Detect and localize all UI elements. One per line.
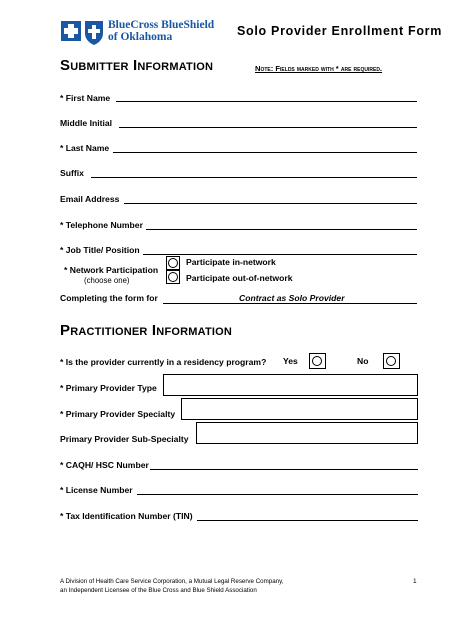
primary-specialty-label: * Primary Provider Specialty — [60, 409, 176, 419]
radio-circle-icon — [168, 258, 178, 268]
logo-line-1: BlueCross BlueShield — [108, 19, 215, 31]
completing-for-value: Contract as Solo Provider — [239, 293, 345, 303]
first-name-label: * First Name — [60, 93, 111, 103]
logo-line-2: of Oklahoma — [108, 31, 173, 43]
residency-question-label: * Is the provider currently in a residency program? — [60, 357, 267, 367]
residency-yes-label: Yes — [283, 356, 298, 366]
telephone-field[interactable] — [146, 229, 417, 230]
bcbs-logo — [60, 17, 215, 47]
required-note: Note: Fields marked with * are required. — [255, 64, 383, 73]
primary-type-field[interactable] — [163, 374, 418, 396]
residency-no-label: No — [357, 356, 369, 366]
primary-type-label: * Primary Provider Type — [60, 383, 157, 393]
last-name-field[interactable] — [113, 152, 417, 153]
suffix-label: Suffix — [60, 168, 84, 178]
choose-one-note: (choose one) — [84, 276, 130, 285]
form-title: Solo Provider Enrollment Form — [237, 24, 443, 38]
caqh-label: * CAQH/ HSC Number — [60, 460, 149, 470]
completing-for-field[interactable] — [163, 303, 417, 304]
middle-initial-label: Middle Initial — [60, 118, 113, 128]
footer-line-1: A Division of Health Care Service Corporation, a Mutual Legal Reserve Company, — [60, 578, 284, 585]
submitter-section-title: Submitter Information — [60, 57, 214, 74]
residency-no-radio[interactable] — [383, 353, 400, 369]
caqh-field[interactable] — [150, 469, 418, 470]
completing-for-label: Completing the form for — [60, 293, 158, 303]
radio-circle-icon — [168, 272, 178, 282]
out-of-network-option-label: Participate out-of-network — [186, 273, 293, 283]
footer-line-2: an Independent Licensee of the Blue Cross and Blue Shield Association — [60, 587, 257, 594]
logo-text — [108, 19, 214, 43]
out-of-network-radio[interactable] — [166, 270, 180, 284]
email-label: Email Address — [60, 194, 120, 204]
tin-label: * Tax Identification Number (TIN) — [60, 511, 193, 521]
last-name-label: * Last Name — [60, 143, 110, 153]
primary-specialty-field[interactable] — [181, 398, 418, 420]
bcbs-emblem-icon — [60, 17, 106, 47]
job-title-field[interactable] — [143, 254, 417, 255]
page-number: 1 — [413, 578, 417, 585]
sub-specialty-label: Primary Provider Sub-Specialty — [60, 434, 189, 444]
radio-circle-icon — [386, 356, 396, 366]
sub-specialty-field[interactable] — [196, 422, 418, 444]
license-label: * License Number — [60, 485, 133, 495]
middle-initial-field[interactable] — [119, 127, 417, 128]
suffix-field[interactable] — [91, 177, 417, 178]
residency-yes-radio[interactable] — [309, 353, 326, 369]
tin-field[interactable] — [197, 520, 418, 521]
in-network-option-label: Participate in-network — [186, 257, 276, 267]
in-network-radio[interactable] — [166, 256, 180, 270]
job-title-label: * Job Title/ Position — [60, 245, 140, 255]
practitioner-section-title: Practitioner Information — [60, 322, 233, 339]
email-field[interactable] — [124, 203, 417, 204]
network-participation-label: * Network Participation — [64, 265, 159, 275]
telephone-label: * Telephone Number — [60, 220, 143, 230]
first-name-field[interactable] — [116, 101, 417, 102]
license-field[interactable] — [137, 494, 418, 495]
radio-circle-icon — [312, 356, 322, 366]
